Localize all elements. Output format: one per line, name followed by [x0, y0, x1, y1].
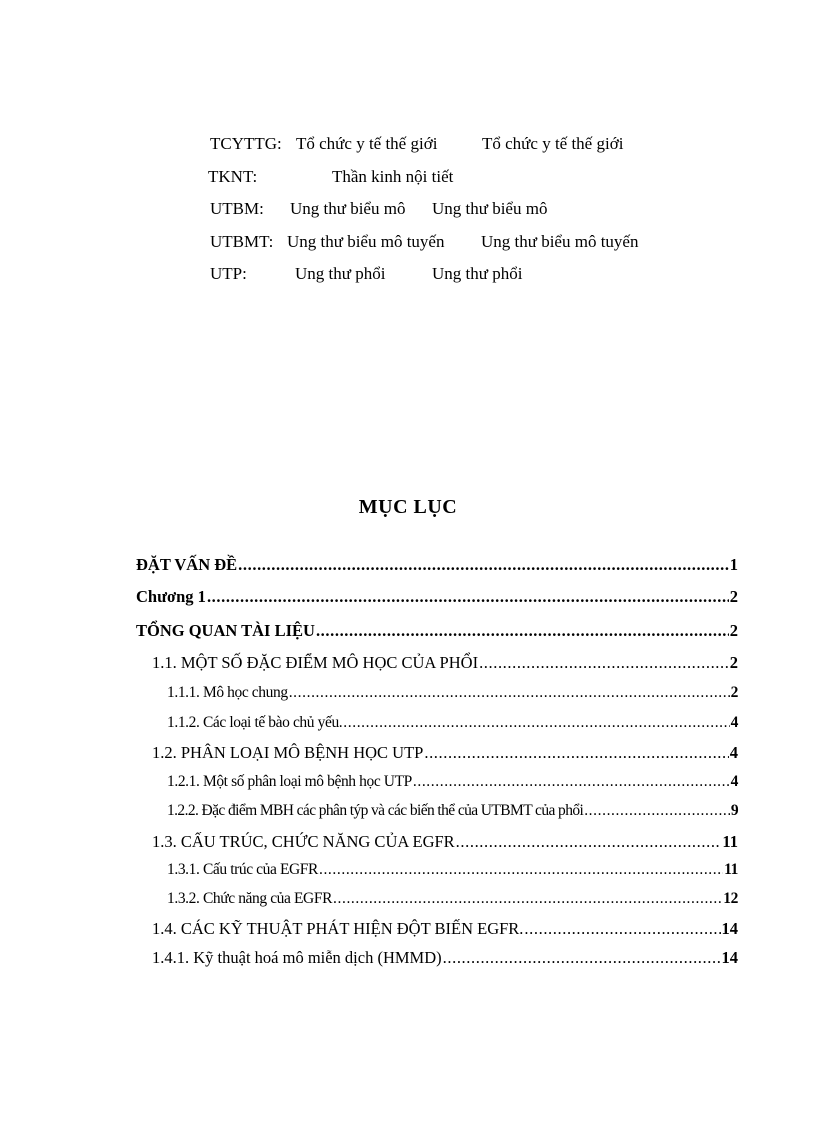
- toc-page-number: 11: [724, 861, 738, 878]
- abbreviation-row: [0, 228, 816, 261]
- toc-page-number: 14: [721, 948, 738, 967]
- toc-page-number: 4: [730, 773, 738, 790]
- toc-leader: [524, 919, 720, 939]
- abbreviation-term: UTBM:: [210, 199, 264, 218]
- toc-entry[interactable]: [167, 773, 738, 791]
- toc-leader: [479, 653, 729, 673]
- toc-entry-text: 1.4.1. Kỹ thuật hoá mô miễn dịch (HMMD): [152, 948, 442, 967]
- toc-entry[interactable]: [152, 832, 738, 852]
- abbreviation-meaning-repeat: Ung thư phổi: [432, 264, 523, 283]
- toc-entry-text: 1.3.1. Cấu trúc của EGFR: [167, 861, 318, 878]
- toc-entry-text: 1.1. MỘT SỐ ĐẶC ĐIỂM MÔ HỌC CỦA PHỔI: [152, 653, 479, 672]
- abbreviation-row: [0, 130, 816, 163]
- toc-page-number: 14: [721, 919, 738, 938]
- toc-entry-text: 1.2.2. Đặc điểm MBH các phân týp và các biến thể của UTBMT của phổi: [167, 802, 584, 819]
- abbreviation-term: TKNT:: [208, 166, 258, 186]
- abbreviation-row: [0, 195, 816, 228]
- abbreviation-term: UTP:: [210, 264, 247, 283]
- toc-leader: [343, 714, 729, 732]
- toc-leader: [443, 948, 721, 968]
- toc-entry[interactable]: [167, 802, 738, 820]
- toc-leader: [289, 684, 730, 702]
- toc-page-number: 9: [730, 802, 738, 819]
- abbreviation-meaning: Ung thư biểu mô: [290, 199, 406, 218]
- abbreviation-meaning: Tổ chức y tế thế giới: [296, 134, 438, 153]
- abbreviation-meaning: Ung thư phổi: [295, 264, 386, 283]
- toc-entry[interactable]: [167, 714, 738, 732]
- toc-page-number: 2: [730, 684, 738, 701]
- toc-entry-text: 1.3.2. Chức năng của EGFR: [167, 890, 333, 907]
- toc-entry-text: 1.1.2. Các loại tế bào chủ yếu.: [167, 714, 343, 731]
- toc-leader: [316, 621, 729, 641]
- toc-page-number: 2: [729, 653, 738, 672]
- toc-entry[interactable]: [152, 948, 738, 968]
- toc-page-number: 2: [729, 587, 738, 606]
- toc-entry[interactable]: [136, 621, 738, 641]
- toc-entry[interactable]: [136, 555, 738, 575]
- toc-page-number: 4: [730, 714, 738, 731]
- toc-leader: [584, 802, 730, 820]
- toc-leader: [238, 555, 729, 575]
- toc-entry-text: Chương 1: [136, 587, 206, 606]
- toc-page-number: 11: [722, 832, 738, 851]
- toc-leader: [456, 832, 722, 852]
- abbreviation-meaning-repeat: Ung thư biểu mô: [432, 199, 548, 218]
- toc-page-number: 12: [723, 890, 738, 907]
- toc-leader: [424, 743, 728, 763]
- toc-entry[interactable]: [152, 653, 738, 673]
- toc-entry-text: 1.2.1. Một số phân loại mô bệnh học UTP: [167, 773, 412, 790]
- toc-leader: [207, 587, 729, 607]
- abbreviation-list: [0, 130, 816, 293]
- toc-entry-text: 1.4. CÁC KỸ THUẬT PHÁT HIỆN ĐỘT BIẾN EGFR.: [152, 919, 524, 938]
- toc-leader: [413, 773, 730, 791]
- toc-entry-text: ĐẶT VẤN ĐỀ: [136, 555, 238, 574]
- abbreviation-term: TCYTTG:: [210, 134, 282, 153]
- toc-leader: [319, 861, 723, 879]
- abbreviation-row: [0, 260, 816, 293]
- abbreviation-term: UTBMT:: [210, 231, 274, 251]
- abbreviation-row: [0, 163, 816, 196]
- toc-entry-text: 1.3. CẤU TRÚC, CHỨC NĂNG CỦA EGFR: [152, 832, 455, 851]
- toc-page-number: 1: [729, 555, 738, 574]
- toc-title: MỤC LỤC: [358, 496, 458, 518]
- toc-entry-text: 1.2. PHÂN LOẠI MÔ BỆNH HỌC UTP: [152, 743, 424, 762]
- toc-entry[interactable]: [167, 684, 738, 702]
- toc-entry[interactable]: [167, 861, 738, 879]
- toc-leader: [333, 890, 722, 908]
- toc-entry-text: 1.1.1. Mô học chung: [167, 684, 288, 701]
- toc-entry[interactable]: [152, 743, 738, 763]
- toc-entry[interactable]: [167, 890, 738, 908]
- toc-entry-text: TỔNG QUAN TÀI LIỆU: [136, 621, 315, 640]
- toc-page-number: 2: [729, 621, 738, 640]
- toc-entry[interactable]: [152, 919, 738, 939]
- abbreviation-meaning: Thần kinh nội tiết: [332, 166, 454, 186]
- toc-entry[interactable]: [136, 587, 738, 607]
- toc-page-number: 4: [729, 743, 738, 762]
- abbreviation-meaning-repeat: Tổ chức y tế thế giới: [482, 134, 624, 153]
- abbreviation-meaning: Ung thư biểu mô tuyến: [287, 231, 445, 251]
- abbreviation-meaning-repeat: Ung thư biểu mô tuyến: [481, 231, 639, 251]
